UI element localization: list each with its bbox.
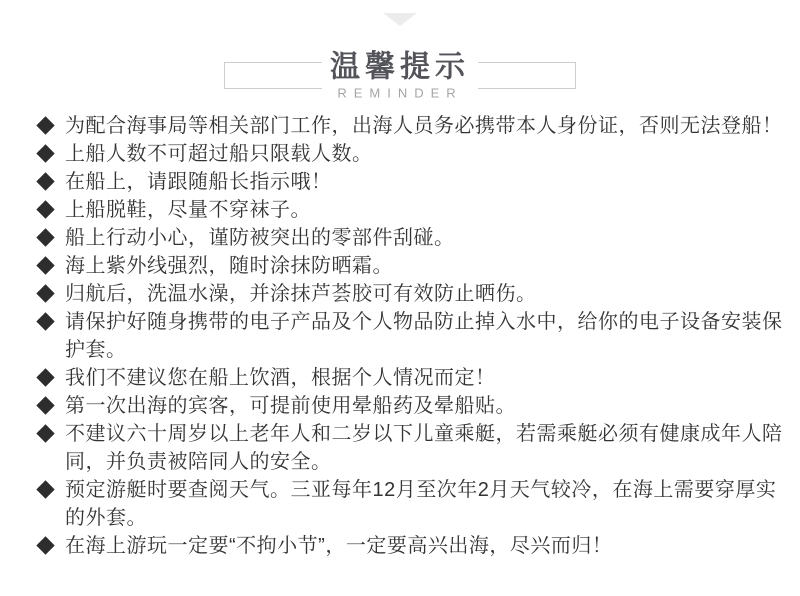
triangle-down-icon — [383, 13, 417, 26]
list-item-line: 同，并负责被陪同人的安全。 — [65, 451, 332, 473]
page-subtitle: REMINDER — [337, 85, 463, 100]
list-item-line: 请保护好随身携带的电子产品及个人物品防止掉入水中，给你的电子设备安装保 — [65, 311, 783, 333]
diamond-bullet-icon — [36, 256, 54, 274]
list-item-line: 为配合海事局等相关部门工作，出海人员务必携带本人身份证，否则无法登船！ — [65, 115, 783, 137]
diamond-bullet-icon — [36, 368, 54, 386]
list-item — [36, 168, 776, 196]
list-item-text — [65, 476, 776, 532]
page-title: 温馨提示 — [330, 50, 470, 83]
diamond-bullet-icon — [36, 480, 54, 498]
list-item — [36, 252, 776, 280]
list-item — [36, 280, 776, 308]
list-item — [36, 420, 783, 476]
list-item — [36, 532, 776, 560]
list-item-line: 我们不建议您在船上饮酒，根据个人情况而定！ — [65, 367, 496, 389]
diamond-bullet-icon — [36, 312, 54, 330]
list-item-line: 护套。 — [65, 339, 127, 361]
diamond-bullet-icon — [36, 144, 54, 162]
list-item-text — [65, 224, 776, 252]
list-item-text — [65, 308, 783, 364]
reminder-notice-page — [0, 13, 800, 596]
diamond-bullet-icon — [36, 200, 54, 218]
list-item — [36, 112, 783, 140]
list-item-text — [65, 392, 776, 420]
list-item-line: 归航后，洗温水澡，并涂抹芦荟胶可有效防止晒伤。 — [65, 283, 537, 305]
list-item — [36, 140, 776, 168]
list-item-text — [65, 364, 776, 392]
list-item-text — [65, 532, 776, 560]
list-item-line: 的外套。 — [65, 507, 147, 529]
list-item — [36, 308, 783, 364]
list-item-line: 第一次出海的宾客，可提前使用晕船药及晕船贴。 — [65, 395, 516, 417]
diamond-bullet-icon — [36, 424, 54, 442]
list-item-text — [65, 112, 783, 140]
list-item — [36, 476, 776, 532]
list-item-text — [65, 140, 776, 168]
header — [322, 51, 478, 100]
list-item-line: 海上紫外线强烈，随时涂抹防晒霜。 — [65, 255, 393, 277]
list-item-line: 在船上，请跟随船长指示哦！ — [65, 171, 332, 193]
list-item-text — [65, 280, 776, 308]
list-item-text — [65, 420, 783, 476]
diamond-bullet-icon — [36, 284, 54, 302]
list-item-line: 不建议六十周岁以上老年人和二岁以下儿童乘艇，若需乘艇必须有健康成年人陪 — [65, 423, 783, 445]
list-item — [36, 364, 776, 392]
list-item — [36, 392, 776, 420]
list-item-text — [65, 196, 776, 224]
diamond-bullet-icon — [36, 116, 54, 134]
diamond-bullet-icon — [36, 228, 54, 246]
list-item — [36, 224, 776, 252]
list-item-text — [65, 252, 776, 280]
list-item — [36, 196, 776, 224]
notice-list — [0, 112, 800, 560]
diamond-bullet-icon — [36, 396, 54, 414]
diamond-bullet-icon — [36, 536, 54, 554]
header-box — [224, 50, 576, 100]
list-item-line: 预定游艇时要查阅天气。三亚每年12月至次年2月天气较冷，在海上需要穿厚实 — [65, 479, 777, 501]
list-item-text — [65, 168, 776, 196]
list-item-line: 在海上游玩一定要“不拘小节”，一定要高兴出海，尽兴而归！ — [65, 535, 613, 557]
list-item-line: 上船人数不可超过船只限载人数。 — [65, 143, 373, 165]
list-item-line: 上船脱鞋，尽量不穿袜子。 — [65, 199, 311, 221]
diamond-bullet-icon — [36, 172, 54, 190]
list-item-line: 船上行动小心，谨防被突出的零部件刮碰。 — [65, 227, 455, 249]
